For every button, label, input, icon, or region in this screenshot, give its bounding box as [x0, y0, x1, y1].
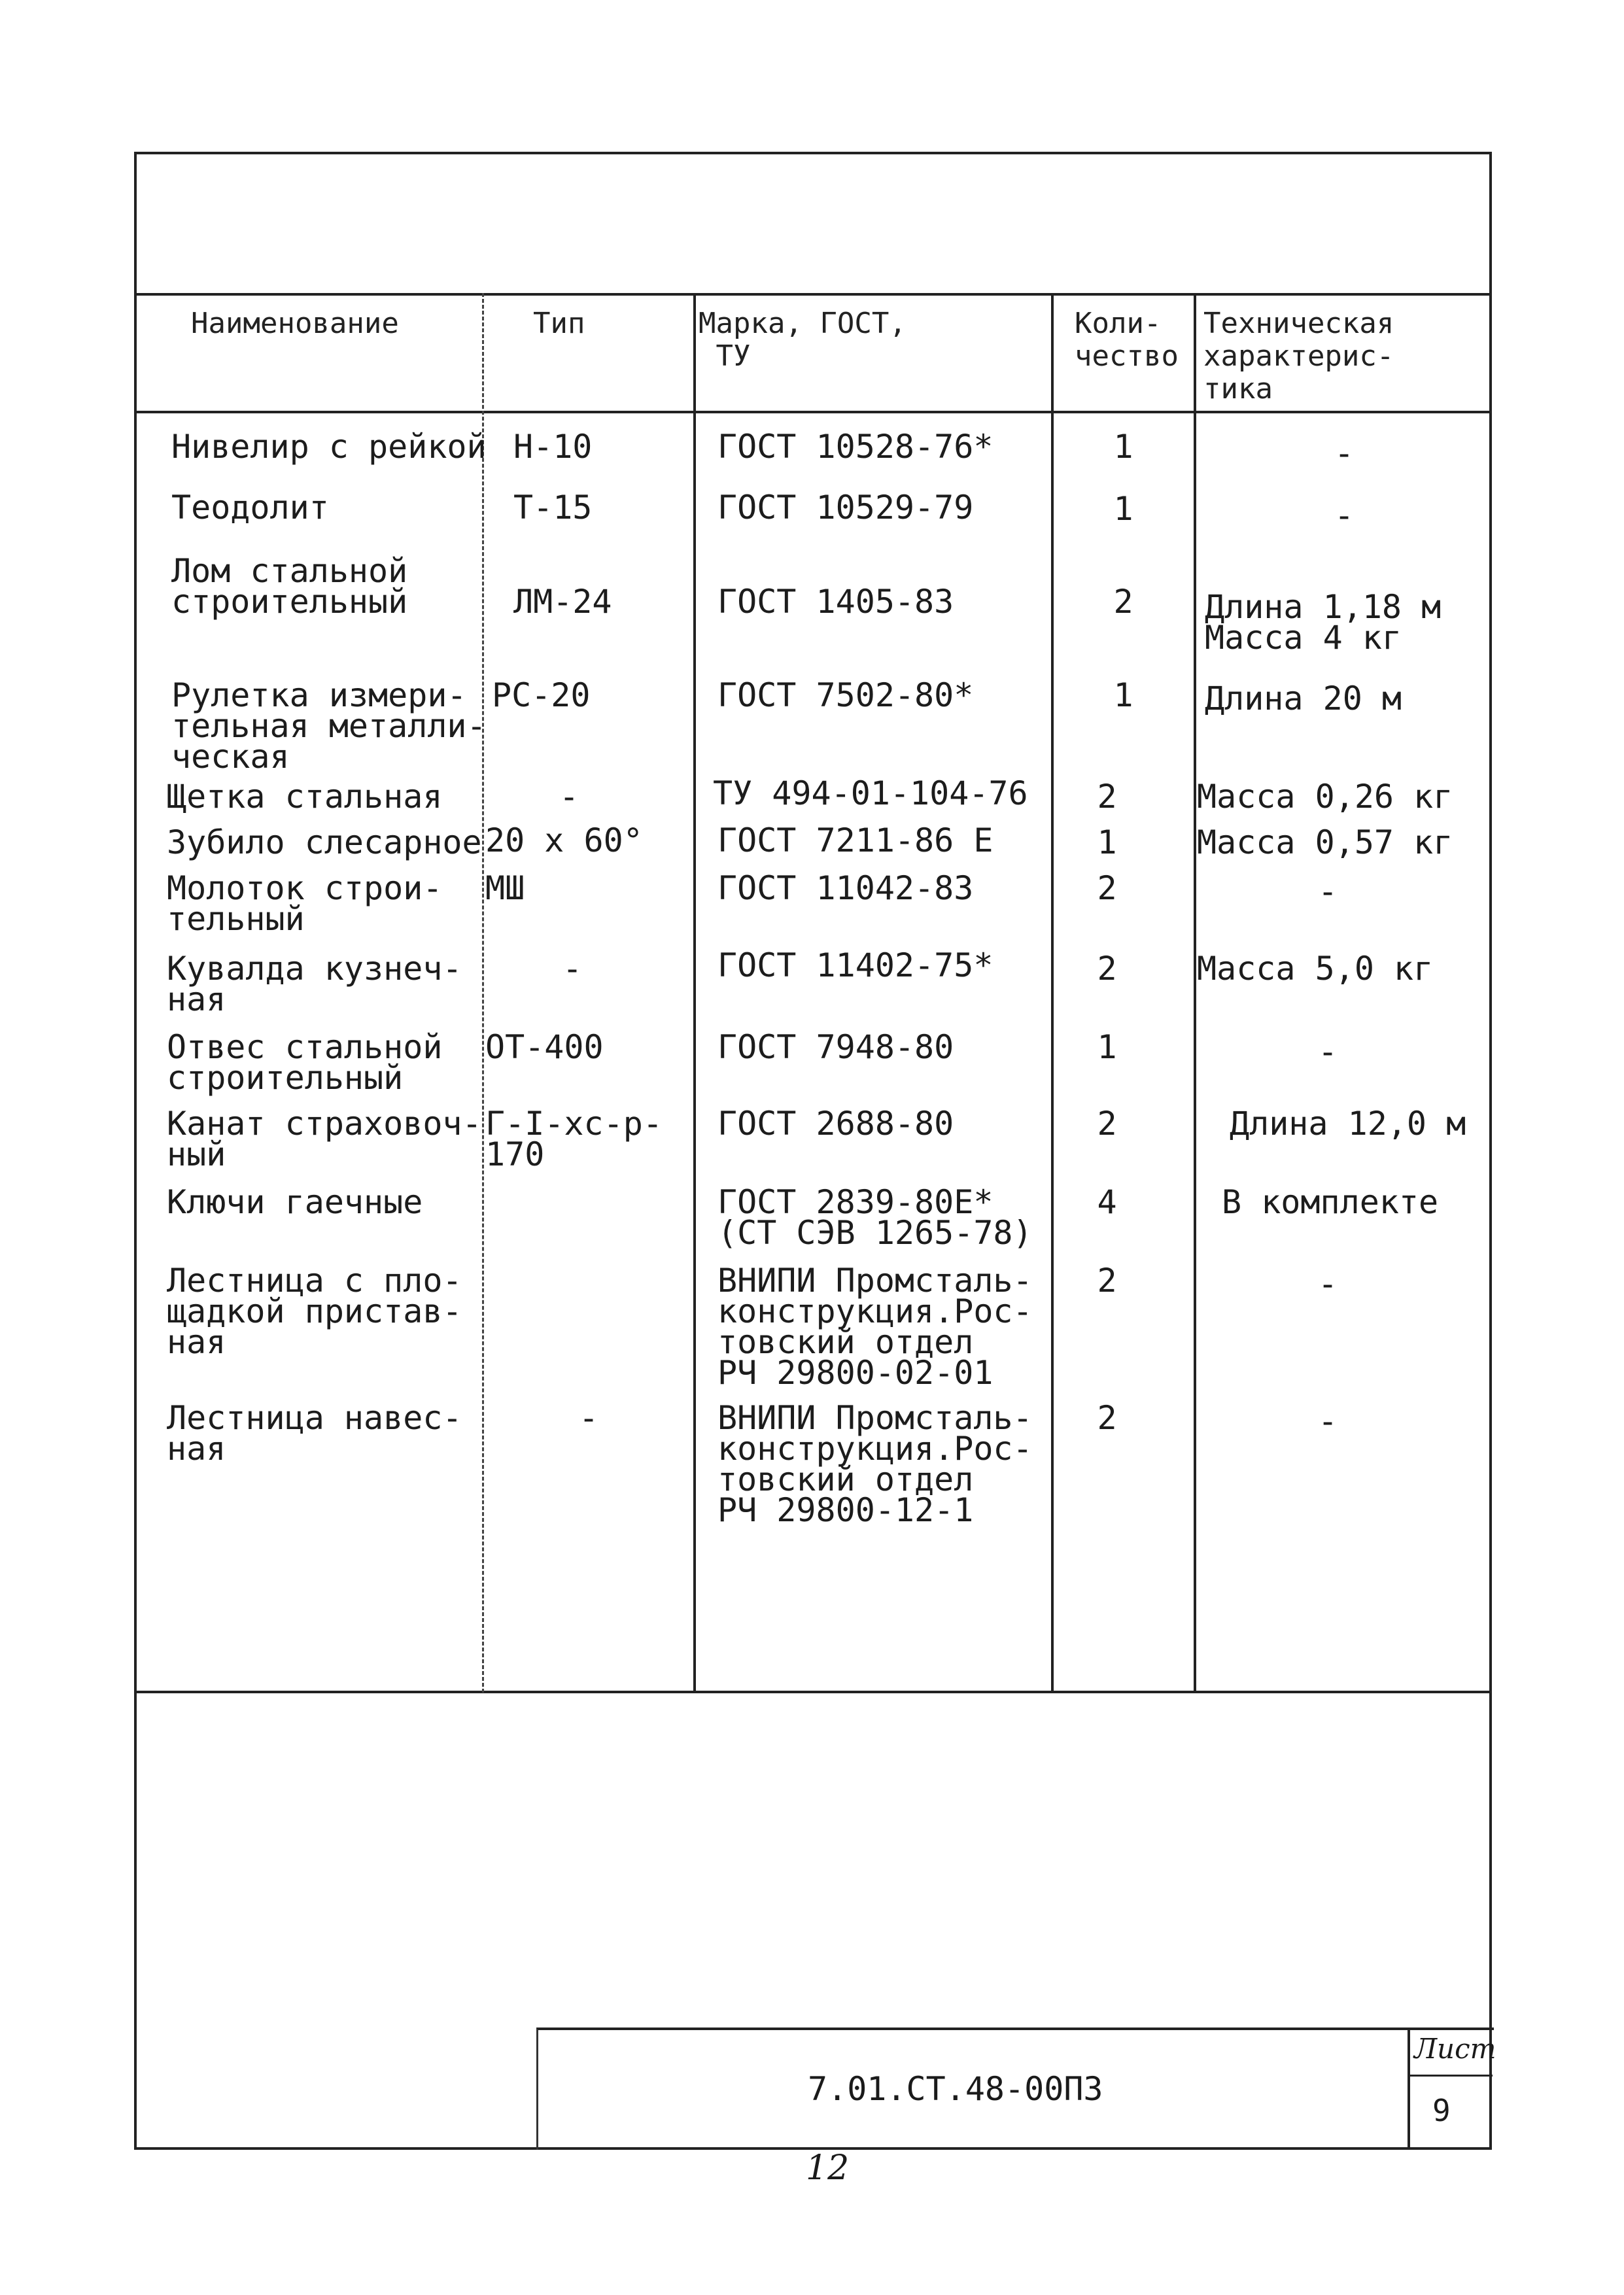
row-8-name: Отвес стальной строительный [167, 1028, 443, 1097]
row-0-qty: 1 [1113, 428, 1133, 466]
row-9-spec: Длина 12,0 м [1230, 1105, 1466, 1143]
row-6-qty: 2 [1097, 869, 1117, 907]
row-7-spec: Масса 5,0 кг [1197, 950, 1434, 988]
row-5-qty: 1 [1097, 823, 1117, 861]
row-11-brand: ВНИПИ Промсталь- конструкция.Рос- товский отдел РЧ 29800-02-01 [717, 1262, 1033, 1392]
row-6-brand: ГОСТ 11042-83 [717, 869, 974, 907]
row-10-qty: 4 [1097, 1183, 1117, 1221]
header-top-rule [134, 293, 1492, 296]
sheet-number: 9 [1432, 2093, 1451, 2128]
header-spec: Техническая характерис- тика [1203, 307, 1394, 406]
header-qty: Коли- чество [1075, 307, 1179, 373]
row-1-brand: ГОСТ 10529-79 [717, 489, 974, 526]
row-7-type: - [562, 950, 583, 988]
row-12-spec: - [1317, 1402, 1338, 1440]
row-2-spec: Длина 1,18 м Масса 4 кг [1205, 588, 1442, 657]
row-2-type: ЛМ-24 [513, 583, 612, 621]
row-1-type: Т-15 [513, 489, 593, 526]
row-7-brand: ГОСТ 11402-75* [717, 946, 993, 984]
row-8-type: ОТ-400 [485, 1028, 604, 1066]
header-type: Тип [533, 307, 585, 340]
row-12-qty: 2 [1097, 1399, 1117, 1437]
row-9-name: Канат страховоч- ный [167, 1105, 482, 1173]
col-divider-4 [1194, 293, 1196, 1693]
row-10-name: Ключи гаечные [167, 1183, 423, 1221]
sheet-box-divider [1408, 2075, 1493, 2077]
row-8-brand: ГОСТ 7948-80 [717, 1028, 954, 1066]
row-2-brand: ГОСТ 1405-83 [717, 583, 954, 621]
row-0-brand: ГОСТ 10528-76* [717, 428, 993, 466]
row-0-type: Н-10 [513, 428, 593, 466]
row-12-name: Лестница навес- ная [167, 1399, 462, 1468]
row-1-spec: - [1334, 496, 1355, 534]
row-6-spec: - [1317, 872, 1338, 910]
row-4-name: Щетка стальная [167, 778, 443, 816]
row-11-spec: - [1317, 1265, 1338, 1303]
row-12-type: - [579, 1399, 599, 1437]
row-4-spec: Масса 0,26 кг [1197, 778, 1453, 816]
row-9-type: Г-I-хс-р- 170 [485, 1105, 663, 1173]
row-8-spec: - [1317, 1033, 1338, 1071]
header-bottom-rule [134, 411, 1492, 413]
row-4-qty: 2 [1097, 778, 1117, 816]
row-4-type: - [559, 778, 579, 816]
row-3-brand: ГОСТ 7502-80* [717, 676, 974, 714]
row-4-brand: ТУ 494-01-104-76 [713, 774, 1028, 812]
header-brand: Марка, ГОСТ, ТУ [699, 307, 907, 373]
row-9-qty: 2 [1097, 1105, 1117, 1143]
row-3-spec: Длина 20 м [1205, 680, 1402, 717]
row-5-type: 20 х 60° [485, 821, 643, 859]
row-1-qty: 1 [1113, 490, 1133, 528]
row-9-brand: ГОСТ 2688-80 [717, 1105, 954, 1143]
row-10-brand: ГОСТ 2839-80Е* (СТ СЭВ 1265-78) [717, 1183, 1033, 1252]
row-2-qty: 2 [1113, 583, 1133, 621]
row-11-qty: 2 [1097, 1262, 1117, 1300]
header-name: Наименование [191, 307, 399, 340]
row-0-name: Нивелир с рейкой [171, 428, 487, 466]
row-5-spec: Масса 0,57 кг [1197, 823, 1453, 861]
sheet-label: Лист [1414, 2033, 1496, 2065]
row-10-spec: В комплекте [1222, 1183, 1439, 1221]
row-7-qty: 2 [1097, 950, 1117, 988]
row-8-qty: 1 [1097, 1028, 1117, 1066]
row-11-name: Лестница с пло- щадкой пристав- ная [167, 1262, 462, 1361]
row-6-type: МШ [485, 869, 525, 907]
row-5-brand: ГОСТ 7211-86 Е [717, 821, 993, 859]
row-6-name: Молоток строи- тельный [167, 869, 443, 938]
row-5-name: Зубило слесарное [167, 823, 482, 861]
row-7-name: Кувалда кузнеч- ная [167, 950, 462, 1018]
row-12-brand: ВНИПИ Промсталь- конструкция.Рос- товский отдел РЧ 29800-12-1 [717, 1399, 1033, 1529]
page-number: 12 [806, 2148, 850, 2188]
document-code: 7.01.СТ.48-00ПЗ [808, 2070, 1103, 2108]
row-3-name: Рулетка измери- тельная металли- ческая [171, 676, 487, 776]
row-3-type: РС-20 [492, 676, 591, 714]
col-divider-1 [482, 293, 484, 1693]
row-1-name: Теодолит [171, 489, 329, 526]
row-2-name: Лом стальной строительный [171, 552, 408, 621]
col-divider-2 [693, 293, 696, 1693]
table-bottom-rule [134, 1691, 1492, 1693]
row-0-spec: - [1334, 434, 1355, 472]
row-3-qty: 1 [1113, 676, 1133, 714]
